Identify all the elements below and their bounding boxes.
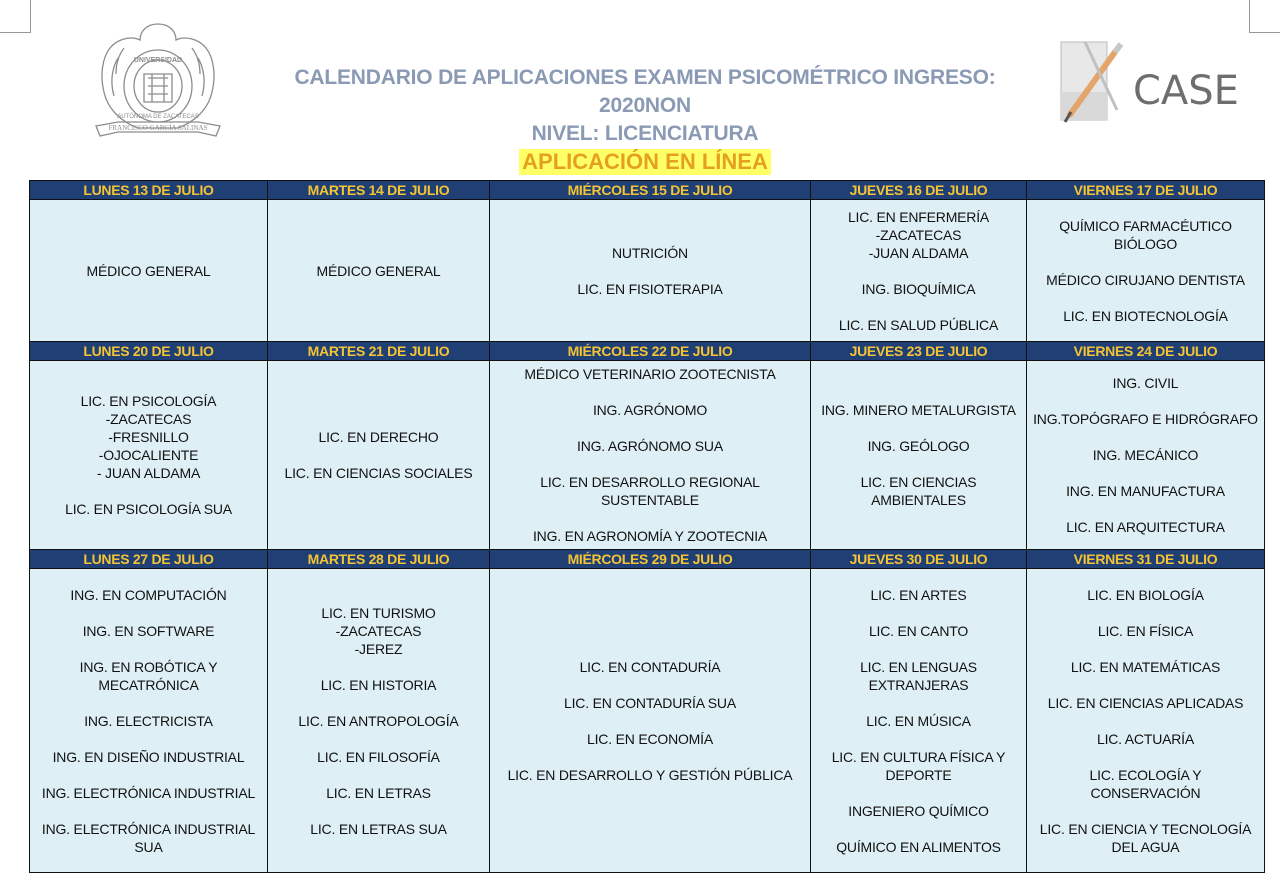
program-name: LIC. EN CONTADURÍA — [579, 658, 721, 675]
program-name: LIC. EN FILOSOFÍA — [317, 748, 440, 765]
program-name: LIC. EN ANTROPOLOGÍA — [298, 712, 459, 729]
program-entry — [817, 316, 1020, 334]
day-header: JUEVES 30 DE JULIO — [811, 550, 1027, 569]
program-entry — [274, 464, 483, 482]
program-campus: DEPORTE — [885, 766, 952, 783]
program-name: LIC. EN CULTURA FÍSICA Y — [831, 748, 1006, 765]
program-name: QUÍMICO FARMACÉUTICO — [1059, 217, 1232, 234]
program-name: LIC. EN ECONOMÍA — [587, 730, 713, 747]
application-mode-highlight: APLICACIÓN EN LÍNEA — [519, 149, 771, 175]
program-name: LIC. EN HISTORIA — [320, 676, 437, 693]
program-entry — [817, 622, 1020, 640]
case-logo — [1055, 32, 1239, 132]
program-name: LIC. EN DERECHO — [318, 429, 439, 445]
day-programs-cell — [268, 200, 490, 342]
day-programs-cell — [1027, 569, 1265, 873]
day-header: MIÉRCOLES 29 DE JULIO — [490, 550, 811, 569]
program-entry — [817, 208, 1020, 262]
day-programs-cell — [811, 569, 1027, 873]
program-name: LIC. EN PSICOLOGÍA — [80, 393, 217, 409]
program-name: LIC. EN TURISMO — [321, 604, 436, 621]
program-campus: -FRESNILLO — [108, 429, 189, 445]
program-entry — [496, 473, 804, 509]
program-entry — [36, 262, 261, 280]
program-entry — [1033, 658, 1258, 676]
program-campus: MECATRÓNICA — [98, 676, 199, 693]
program-entry — [496, 365, 804, 383]
day-programs-cell — [30, 200, 268, 342]
program-name: LIC. EN PSICOLOGÍA SUA — [65, 501, 232, 517]
program-entry — [36, 658, 261, 694]
program-entry — [817, 280, 1020, 298]
program-name: LIC. EN CIENCIAS SOCIALES — [284, 465, 473, 481]
program-name: MÉDICO GENERAL — [316, 262, 441, 279]
program-entry — [36, 500, 261, 518]
program-name: LIC. EN MÚSICA — [866, 712, 971, 729]
program-entry — [36, 392, 261, 482]
program-name: LIC. EN CIENCIAS APLICADAS — [1047, 694, 1244, 711]
program-entry — [817, 838, 1020, 856]
program-entry — [1033, 307, 1258, 325]
program-entry — [1033, 374, 1258, 392]
program-name: LIC. ACTUARÍA — [1097, 730, 1194, 747]
document-level: NIVEL: LICENCIATURA — [531, 122, 759, 145]
program-name: LIC. EN CIENCIAS — [860, 474, 977, 490]
program-entry — [496, 280, 804, 298]
program-entry — [1033, 410, 1258, 428]
program-entry — [817, 658, 1020, 694]
schedule-table — [29, 180, 1265, 873]
program-entry — [1033, 217, 1258, 253]
program-name: LIC. EN BIOTECNOLOGÍA — [1063, 307, 1228, 324]
program-entry — [817, 473, 1020, 509]
day-header: VIERNES 17 DE JULIO — [1027, 181, 1265, 200]
program-entry — [817, 437, 1020, 455]
document-title: CALENDARIO DE APLICACIONES EXAMEN PSICOMÉTRICO INGRESO: 2020NON — [294, 66, 996, 117]
day-header: LUNES 20 DE JULIO — [30, 342, 268, 361]
program-entry — [496, 658, 804, 676]
program-name: LIC. EN FÍSICA — [1097, 622, 1194, 639]
program-entry — [496, 694, 804, 712]
program-entry — [1033, 586, 1258, 604]
program-entry — [496, 244, 804, 262]
program-name: ING. ELECTRICISTA — [84, 712, 213, 729]
day-programs-cell — [811, 361, 1027, 550]
program-name: ING. EN AGRONOMÍA Y ZOOTECNIA — [532, 528, 768, 544]
program-name: LIC. EN MATEMÁTICAS — [1070, 658, 1221, 675]
day-programs-cell — [268, 569, 490, 873]
program-entry — [36, 586, 261, 604]
program-name: LIC. ECOLOGÍA Y CONSERVACIÓN — [1089, 766, 1202, 801]
program-entry — [1033, 766, 1258, 802]
program-entry — [1033, 730, 1258, 748]
program-campus: AMBIENTALES — [871, 492, 966, 508]
week-header-row — [30, 550, 1265, 569]
program-entry — [36, 784, 261, 802]
program-campus: -ZACATECAS — [875, 226, 962, 243]
program-entry — [36, 712, 261, 730]
program-name: ING. EN COMPUTACIÓN — [70, 586, 227, 603]
program-name: LIC. EN BIOLOGÍA — [1087, 586, 1204, 603]
program-name: ING. CIVIL — [1112, 375, 1179, 391]
program-entry — [817, 802, 1020, 820]
day-header: LUNES 27 DE JULIO — [30, 550, 268, 569]
program-name: LIC. EN ARQUITECTURA — [1066, 519, 1225, 535]
program-entry — [1033, 820, 1258, 856]
program-name: ING. EN MANUFACTURA — [1066, 483, 1225, 499]
program-entry — [1033, 622, 1258, 640]
day-programs-cell — [490, 569, 811, 873]
program-name: LIC. EN LENGUAS — [860, 658, 977, 675]
program-name: ING. EN SOFTWARE — [82, 622, 215, 639]
program-name: LIC. EN CONTADURÍA SUA — [564, 694, 736, 711]
program-name: LIC. EN CIENCIA Y TECNOLOGÍA — [1039, 820, 1252, 837]
day-programs-cell — [490, 200, 811, 342]
program-name: LIC. EN CANTO — [868, 622, 969, 639]
program-entry — [274, 428, 483, 446]
program-name: ING. ELECTRÓNICA INDUSTRIAL — [41, 820, 256, 837]
day-header: MIÉRCOLES 22 DE JULIO — [490, 342, 811, 361]
program-entry — [274, 604, 483, 658]
day-header: JUEVES 23 DE JULIO — [811, 342, 1027, 361]
program-entry — [36, 748, 261, 766]
program-entry — [1033, 518, 1258, 536]
program-campus: -JUAN ALDAMA — [868, 244, 969, 261]
program-campus: -ZACATECAS — [105, 411, 192, 427]
seal-text-top: UNIVERSIDAD — [133, 57, 183, 64]
day-header: MARTES 28 DE JULIO — [268, 550, 490, 569]
program-name: ING. EN DISEÑO INDUSTRIAL — [52, 748, 245, 765]
program-entry — [274, 262, 483, 280]
program-entry — [36, 622, 261, 640]
program-campus: -ZACATECAS — [335, 622, 422, 639]
program-name: LIC. EN SALUD PÚBLICA — [838, 316, 999, 333]
program-entry — [274, 784, 483, 802]
program-entry — [496, 527, 804, 545]
program-name: MÉDICO VETERINARIO ZOOTECNISTA — [524, 366, 776, 382]
program-entry — [1033, 482, 1258, 500]
program-entry — [496, 437, 804, 455]
program-name: ING. AGRÓNOMO — [592, 402, 708, 418]
program-campus: SUA — [134, 838, 163, 855]
program-entry — [817, 712, 1020, 730]
page-corner-mark-left — [0, 0, 31, 33]
program-name: ING. AGRÓNOMO SUA — [577, 438, 723, 454]
program-name: ING. MINERO METALURGISTA — [821, 402, 1016, 418]
program-entry — [274, 712, 483, 730]
day-programs-cell — [268, 361, 490, 550]
program-campus: - JUAN ALDAMA — [96, 465, 201, 481]
day-header: VIERNES 24 DE JULIO — [1027, 342, 1265, 361]
day-header: MARTES 14 DE JULIO — [268, 181, 490, 200]
program-entry — [817, 586, 1020, 604]
program-campus: EXTRANJERAS — [868, 676, 969, 693]
day-programs-cell — [1027, 361, 1265, 550]
program-entry — [496, 730, 804, 748]
case-logo-text: CASE — [1133, 68, 1239, 114]
program-entry — [817, 401, 1020, 419]
program-name: ING. EN ROBÓTICA Y — [79, 658, 218, 675]
program-name: NUTRICIÓN — [612, 244, 688, 261]
program-entry — [496, 401, 804, 419]
program-name: MÉDICO CIRUJANO DENTISTA — [1046, 271, 1245, 288]
week-header-row — [30, 342, 1265, 361]
program-name: LIC. EN DESARROLLO Y GESTIÓN PÚBLICA — [507, 766, 793, 783]
program-name: LIC. EN LETRAS — [326, 784, 431, 801]
program-campus: DEL AGUA — [1111, 838, 1180, 855]
program-name: ING.TOPÓGRAFO E HIDRÓGRAFO — [1033, 411, 1258, 427]
program-entry — [817, 748, 1020, 784]
day-programs-cell — [30, 569, 268, 873]
program-name: ING. GEÓLOGO — [867, 438, 970, 454]
university-seal-logo — [88, 18, 228, 148]
day-header: MARTES 21 DE JULIO — [268, 342, 490, 361]
program-campus: -OJOCALIENTE — [98, 447, 199, 463]
program-name: LIC. EN ENFERMERÍA — [847, 208, 990, 225]
program-entry — [1033, 694, 1258, 712]
day-programs-cell — [30, 361, 268, 550]
program-entry — [274, 676, 483, 694]
day-header: VIERNES 31 DE JULIO — [1027, 550, 1265, 569]
day-programs-cell — [811, 200, 1027, 342]
program-name: ING. MECÁNICO — [1092, 447, 1199, 463]
week-header-row — [30, 181, 1265, 200]
program-name: LIC. EN FISIOTERAPIA — [577, 280, 723, 297]
page-corner-mark-right — [1249, 0, 1280, 33]
day-programs-cell — [1027, 200, 1265, 342]
day-header: MIÉRCOLES 15 DE JULIO — [490, 181, 811, 200]
program-entry — [1033, 446, 1258, 464]
program-name: LIC. EN ARTES — [870, 586, 967, 603]
day-programs-cell — [490, 361, 811, 550]
day-header: JUEVES 16 DE JULIO — [811, 181, 1027, 200]
program-campus: BIÓLOGO — [1113, 235, 1178, 252]
week-content-row — [30, 361, 1265, 550]
day-header: LUNES 13 DE JULIO — [30, 181, 268, 200]
week-content-row — [30, 569, 1265, 873]
document-header — [250, 64, 1040, 175]
program-entry — [36, 820, 261, 856]
program-name: QUÍMICO EN ALIMENTOS — [836, 838, 1001, 855]
program-campus: -JEREZ — [354, 640, 403, 657]
program-name: MÉDICO GENERAL — [86, 262, 211, 279]
week-content-row — [30, 200, 1265, 342]
program-name: LIC. EN LETRAS SUA — [310, 820, 447, 837]
program-entry — [274, 748, 483, 766]
program-name: LIC. EN DESARROLLO REGIONAL SUSTENTABLE — [540, 474, 760, 508]
program-name: ING. BIOQUÍMICA — [861, 280, 976, 297]
program-entry — [1033, 271, 1258, 289]
seal-text-ring: AUTÓNOMA DE ZACATECAS — [117, 114, 199, 120]
seal-banner-text: FRANCISCO GARCÍA SALINAS — [108, 124, 208, 132]
program-name: INGENIERO QUÍMICO — [848, 802, 989, 819]
program-name: ING. ELECTRÓNICA INDUSTRIAL — [41, 784, 256, 801]
program-entry — [274, 820, 483, 838]
program-entry — [496, 766, 804, 784]
